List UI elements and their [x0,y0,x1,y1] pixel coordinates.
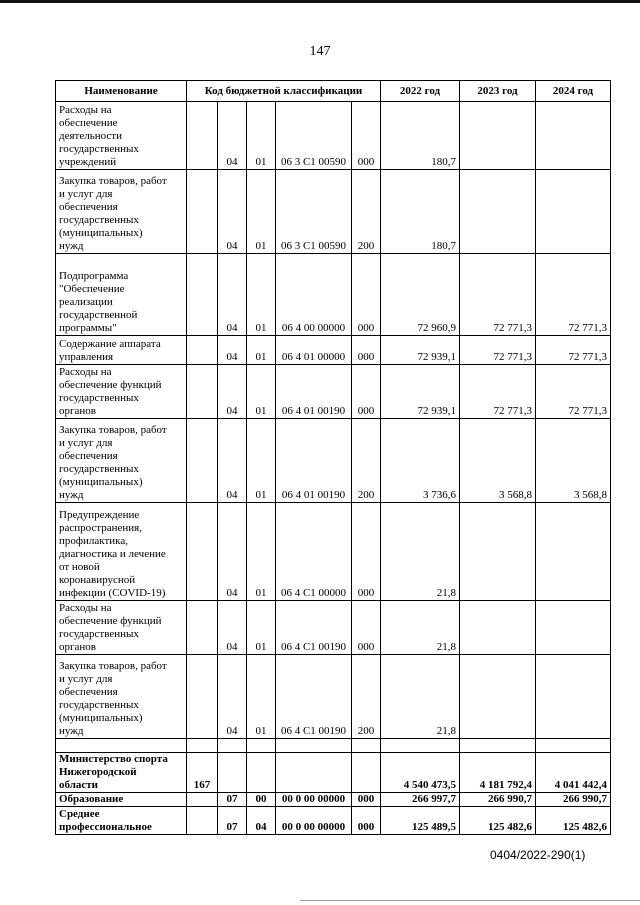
cell-2023: 72 771,3 [460,365,536,419]
cell-2022: 72 939,1 [381,336,460,365]
cell-expense-type: 000 [352,254,381,336]
header-name: Наименование [56,81,187,102]
cell-grbs [187,807,218,835]
cell-subsection [247,753,276,793]
cell-section: 04 [218,336,247,365]
cell-target-article: 00 0 00 00000 [276,807,352,835]
cell-2023: 72 771,3 [460,254,536,336]
cell-2023 [460,503,536,601]
cell-section: 07 [218,793,247,807]
cell-2024: 72 771,3 [536,336,611,365]
cell-subsection: 01 [247,336,276,365]
cell-subsection [247,739,276,753]
cell-subsection: 01 [247,655,276,739]
cell-2024: 125 482,6 [536,807,611,835]
cell-2022: 180,7 [381,102,460,170]
cell-2022 [381,739,460,753]
cell-subsection: 01 [247,254,276,336]
table-row [56,503,611,601]
cell-2024 [536,170,611,254]
cell-expense-type: 200 [352,419,381,503]
cell-name: Закупка товаров, работ и услуг для обеспечения государственных (муниципальных) нужд [56,170,187,254]
cell-section: 04 [218,102,247,170]
cell-section: 04 [218,655,247,739]
cell-grbs [187,503,218,601]
cell-target-article: 06 4 С1 00190 [276,601,352,655]
table-row [56,365,611,419]
cell-name: Подпрограмма "Обеспечение реализации государственной программы" [56,254,187,336]
cell-name: Образование [56,793,187,807]
cell-grbs [187,739,218,753]
cell-2023: 4 181 792,4 [460,753,536,793]
cell-subsection: 04 [247,807,276,835]
cell-grbs: 167 [187,753,218,793]
page-number: 147 [309,44,331,59]
cell-section: 04 [218,254,247,336]
cell-grbs [187,419,218,503]
cell-2022: 21,8 [381,601,460,655]
cell-2023 [460,739,536,753]
cell-target-article: 06 4 01 00190 [276,365,352,419]
cell-subsection: 01 [247,170,276,254]
cell-2022: 72 960,9 [381,254,460,336]
table-row [56,336,611,365]
cell-expense-type: 000 [352,102,381,170]
table-row [56,807,611,835]
cell-section: 04 [218,503,247,601]
table-row [56,102,611,170]
cell-expense-type: 000 [352,793,381,807]
cell-target-article: 06 4 00 00000 [276,254,352,336]
table-body [56,102,611,835]
header-2023: 2023 год [460,81,536,102]
cell-2023 [460,655,536,739]
cell-2022: 180,7 [381,170,460,254]
budget-table [55,80,611,835]
cell-2024: 72 771,3 [536,365,611,419]
cell-section: 04 [218,365,247,419]
cell-name: Содержание аппарата управления [56,336,187,365]
cell-expense-type: 000 [352,365,381,419]
cell-expense-type [352,753,381,793]
header-2024: 2024 год [536,81,611,102]
cell-2024: 4 041 442,4 [536,753,611,793]
cell-grbs [187,365,218,419]
cell-2022: 3 736,6 [381,419,460,503]
cell-2023: 266 990,7 [460,793,536,807]
cell-2022: 72 939,1 [381,365,460,419]
cell-2024: 72 771,3 [536,254,611,336]
cell-section: 07 [218,807,247,835]
cell-2024 [536,655,611,739]
cell-grbs [187,601,218,655]
cell-2022: 266 997,7 [381,793,460,807]
cell-section [218,753,247,793]
cell-2023 [460,170,536,254]
cell-name [56,739,187,753]
table-row [56,753,611,793]
cell-expense-type: 200 [352,170,381,254]
cell-name: Среднее профессиональное [56,807,187,835]
table-row [56,254,611,336]
cell-grbs [187,170,218,254]
cell-target-article: 00 0 00 00000 [276,793,352,807]
cell-expense-type [352,739,381,753]
bottom-border-line [300,900,640,901]
cell-2024 [536,601,611,655]
cell-target-article: 06 4 01 00000 [276,336,352,365]
table-row [56,419,611,503]
cell-2022: 21,8 [381,503,460,601]
cell-expense-type: 000 [352,503,381,601]
cell-name: Министерство спорта Нижегородской области [56,753,187,793]
cell-2024: 266 990,7 [536,793,611,807]
cell-subsection: 01 [247,419,276,503]
cell-subsection: 00 [247,793,276,807]
cell-grbs [187,336,218,365]
cell-target-article: 06 4 С1 00000 [276,503,352,601]
cell-2022: 4 540 473,5 [381,753,460,793]
table-row [56,739,611,753]
table-row [56,793,611,807]
cell-2023 [460,601,536,655]
top-border-line [0,0,640,3]
cell-expense-type: 000 [352,336,381,365]
cell-section [218,739,247,753]
header-classification: Код бюджетной классификации [187,81,381,102]
cell-2023: 3 568,8 [460,419,536,503]
cell-2024 [536,503,611,601]
table-row [56,655,611,739]
cell-subsection: 01 [247,503,276,601]
cell-target-article: 06 3 С1 00590 [276,102,352,170]
cell-subsection: 01 [247,365,276,419]
cell-grbs [187,655,218,739]
cell-target-article: 06 3 С1 00590 [276,170,352,254]
cell-subsection: 01 [247,102,276,170]
table-row [56,601,611,655]
cell-name: Расходы на обеспечение функций государственных органов [56,365,187,419]
cell-target-article [276,753,352,793]
header-2022: 2022 год [381,81,460,102]
cell-2024 [536,739,611,753]
table-row [56,170,611,254]
cell-expense-type: 000 [352,807,381,835]
cell-2024 [536,102,611,170]
cell-grbs [187,254,218,336]
cell-2023: 125 482,6 [460,807,536,835]
table-header-row [56,81,611,102]
cell-target-article [276,739,352,753]
cell-2023 [460,102,536,170]
cell-expense-type: 000 [352,601,381,655]
cell-section: 04 [218,170,247,254]
cell-expense-type: 200 [352,655,381,739]
cell-name: Расходы на обеспечение деятельности государственных учреждений [56,102,187,170]
cell-section: 04 [218,419,247,503]
cell-2022: 21,8 [381,655,460,739]
document-code: 0404/2022-290(1) [490,848,586,862]
cell-target-article: 06 4 01 00190 [276,419,352,503]
cell-2022: 125 489,5 [381,807,460,835]
cell-name: Закупка товаров, работ и услуг для обеспечения государственных (муниципальных) нужд [56,419,187,503]
cell-name: Расходы на обеспечение функций государственных органов [56,601,187,655]
cell-name: Закупка товаров, работ и услуг для обеспечения государственных (муниципальных) нужд [56,655,187,739]
cell-subsection: 01 [247,601,276,655]
cell-name: Предупреждение распространения, профилактика, диагностика и лечение от новой коронавирусной инфекции (COVID-19) [56,503,187,601]
cell-target-article: 06 4 С1 00190 [276,655,352,739]
cell-2024: 3 568,8 [536,419,611,503]
cell-section: 04 [218,601,247,655]
cell-grbs [187,102,218,170]
cell-2023: 72 771,3 [460,336,536,365]
cell-grbs [187,793,218,807]
